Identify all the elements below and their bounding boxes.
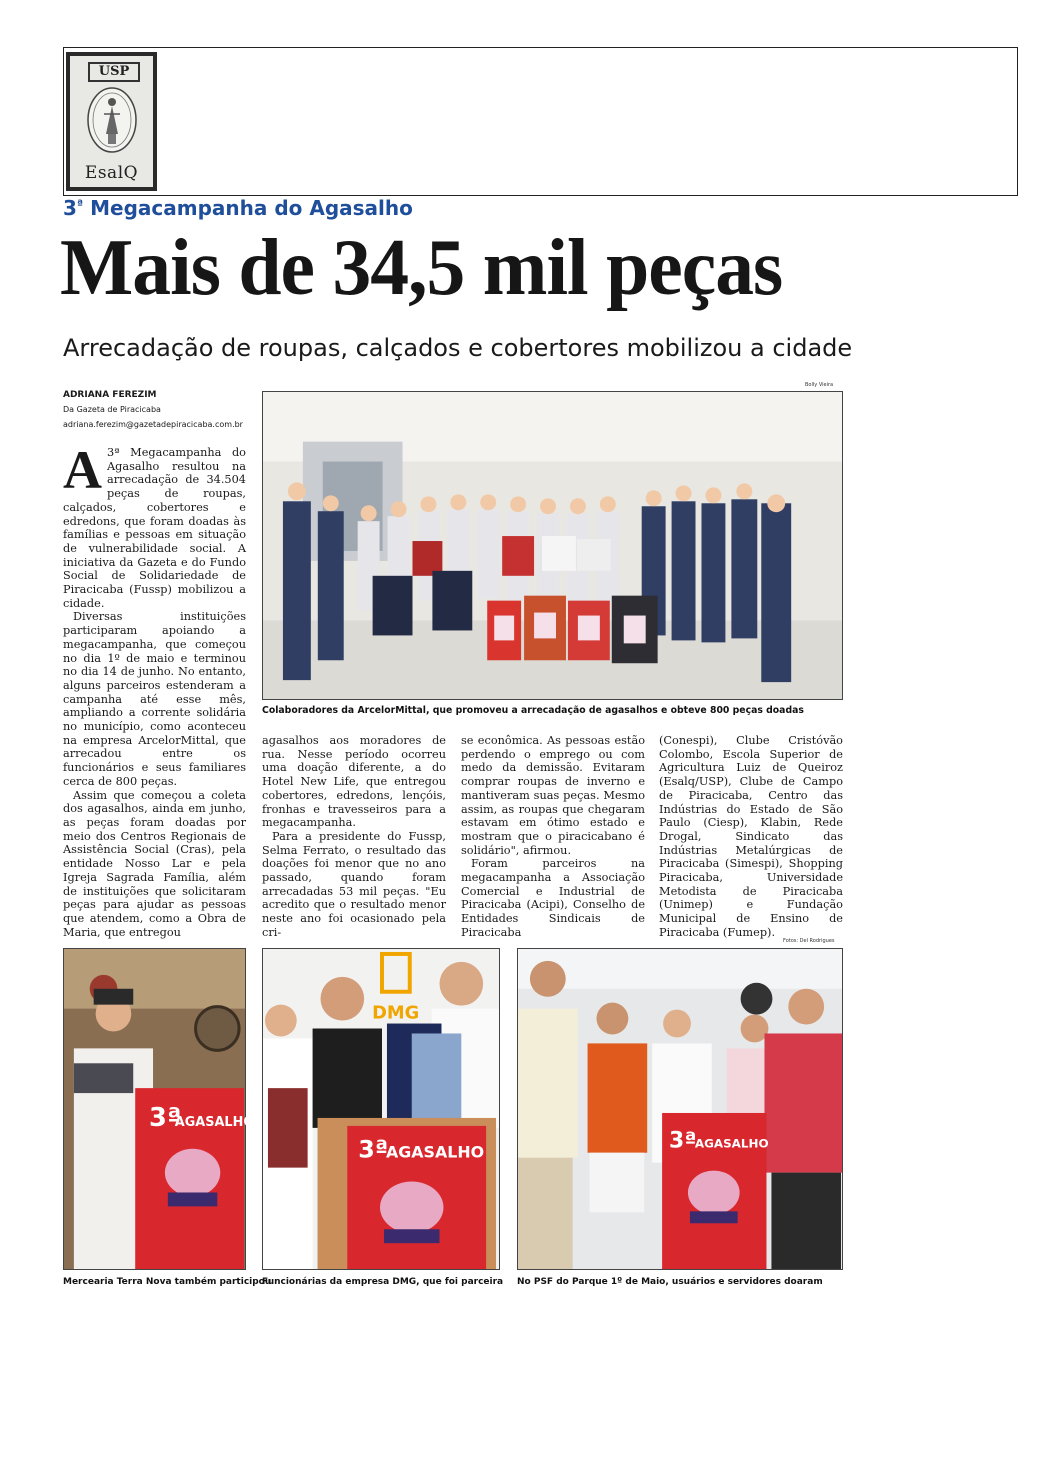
header-frame	[63, 47, 1018, 196]
article-paragraph-4: Para a presidente do Fussp, Selma Ferrato, o resultado das doações foi menor que no ano passado, quando foram arrecadadas 53 mil peças. "Eu acredito que o resultado menor neste ano foi ocasionado pela cri-	[262, 829, 446, 939]
photo-psf	[517, 948, 843, 1270]
article-paragraph-5-cont: (Conespi), Clube Cristóvão Colombo, Escola Superior de Agricultura Luiz de Queiroz (Esalq/USP), Clube de Campo de Piracicaba, Centro das Indústrias do Estado de São Paulo (Ciesp), Klabin, Rede Drogal, Sindicato das Indústrias Metalúrgicas de Piracicaba (Simespi), Shopping Piracicaba, Universidade Metodista de Piracicaba (Unimep) e Fundação Municipal de Ensino de Piracicaba (Fumep).	[659, 734, 843, 939]
svg-text:AGASALHO: AGASALHO	[385, 1142, 485, 1162]
article-column-3	[461, 734, 645, 940]
article-paragraph-5: Foram parceiros na megacampanha a Associação Comercial e Industrial de Piracicaba (Acipi), Conselho de Entidades Sindicais de Piracicaba	[461, 857, 645, 939]
article-column-4	[659, 734, 843, 940]
photo-credit-bottom: Fotos: Del Rodrigues	[783, 938, 835, 944]
kicker-number: 3	[63, 196, 77, 220]
byline-publication: Da Gazeta de Piracicaba	[63, 405, 161, 414]
photo-caption-1: Mercearia Terra Nova também participou	[63, 1277, 272, 1287]
poster-number: 3ª	[149, 1102, 182, 1133]
article-paragraph-3: Assim que começou a coleta dos agasalhos, ainda em junho, as peças foram doadas por meio dos Centros Regionais de Assistência Social (Cras), pela entidade Nosso Lar e pela Igreja Sagrada Família, além de instituições que solicitaram peças para ajudar as pessoas que atendem, como a Obra de Maria, que entregou	[63, 788, 246, 939]
photo-credit-main: Bolly Vieira	[805, 382, 834, 388]
main-photo	[262, 391, 843, 700]
subheadline: Arrecadação de roupas, calçados e cobertores mobilizou a cidade	[63, 334, 853, 362]
kicker	[63, 196, 413, 220]
dropcap: A	[63, 440, 102, 500]
svg-text:DMG: DMG	[372, 1002, 420, 1024]
photo-caption-3: No PSF do Parque 1º de Maio, usuários e servidores doaram	[517, 1277, 823, 1287]
usp-logo-text: USP	[88, 62, 140, 82]
esalq-logo-text: EsalQ	[84, 163, 139, 183]
svg-text:3ª: 3ª	[669, 1128, 697, 1154]
byline-email: adriana.ferezim@gazetadepiracicaba.com.br	[63, 420, 243, 429]
article-paragraph-4-cont: se econômica. As pessoas estão perdendo o emprego ou com medo da demissão. Evitaram comprar roupas de inverno e mantiveram suas peças. Mesmo assim, as roupas que chegaram estavam em ótimo estado e mostram que o piracicabano é solidário", afirmou.	[461, 734, 645, 857]
kicker-ordinal: ª	[76, 197, 84, 211]
photo-dmg	[262, 948, 500, 1270]
article-column-1	[63, 440, 246, 939]
photo-caption-2: Funcionárias da empresa DMG, que foi parceira	[262, 1277, 504, 1287]
svg-text:AGASALHO: AGASALHO	[694, 1136, 769, 1151]
article-paragraph-2: Diversas instituições participaram apoiando a megacampanha, que começou no dia 1º de maio e terminou no dia 14 de junho. No entanto, alguns parceiros estenderam a campanha até esse mês, ampliando a corrente solidária no município, como aconteceu na empresa ArcelorMittal, que arrecadou entre os funcionários e seus familiares cerca de 800 peças.	[63, 610, 246, 788]
svg-text:3ª: 3ª	[358, 1135, 389, 1164]
svg-text:AGASALHO: AGASALHO	[174, 1114, 255, 1130]
seal-icon	[82, 84, 142, 156]
esalq-logo	[66, 52, 157, 191]
article-paragraph-3-cont: agasalhos aos moradores de rua. Nesse período ocorreu uma doação diferente, a do Hotel New Life, que entregou cobertores, edredons, lençóis, fronhas e travesseiros para a megacampanha.	[262, 734, 446, 830]
main-photo-caption: Colaboradores da ArcelorMittal, que promoveu a arrecadação de agasalhos e obteve 800 peças doadas	[262, 705, 804, 716]
article-paragraph-1: 3ª Megacampanha do Agasalho resultou na arrecadação de 34.504 peças de roupas, calçados, cobertores e edredons, que foram doadas às famílias e pessoas em situação de vulnerabilidade social. A iniciativa da Gazeta e do Fundo Social de Solidariedade de Piracicaba (Fussp) mobilizou a cidade.	[63, 446, 246, 610]
article-column-2	[262, 734, 446, 940]
byline-author: ADRIANA FEREZIM	[63, 390, 157, 400]
photo-mercearia	[63, 948, 255, 1270]
headline: Mais de 34,5 mil peças	[60, 224, 783, 312]
kicker-text: Megacampanha do Agasalho	[83, 196, 413, 220]
